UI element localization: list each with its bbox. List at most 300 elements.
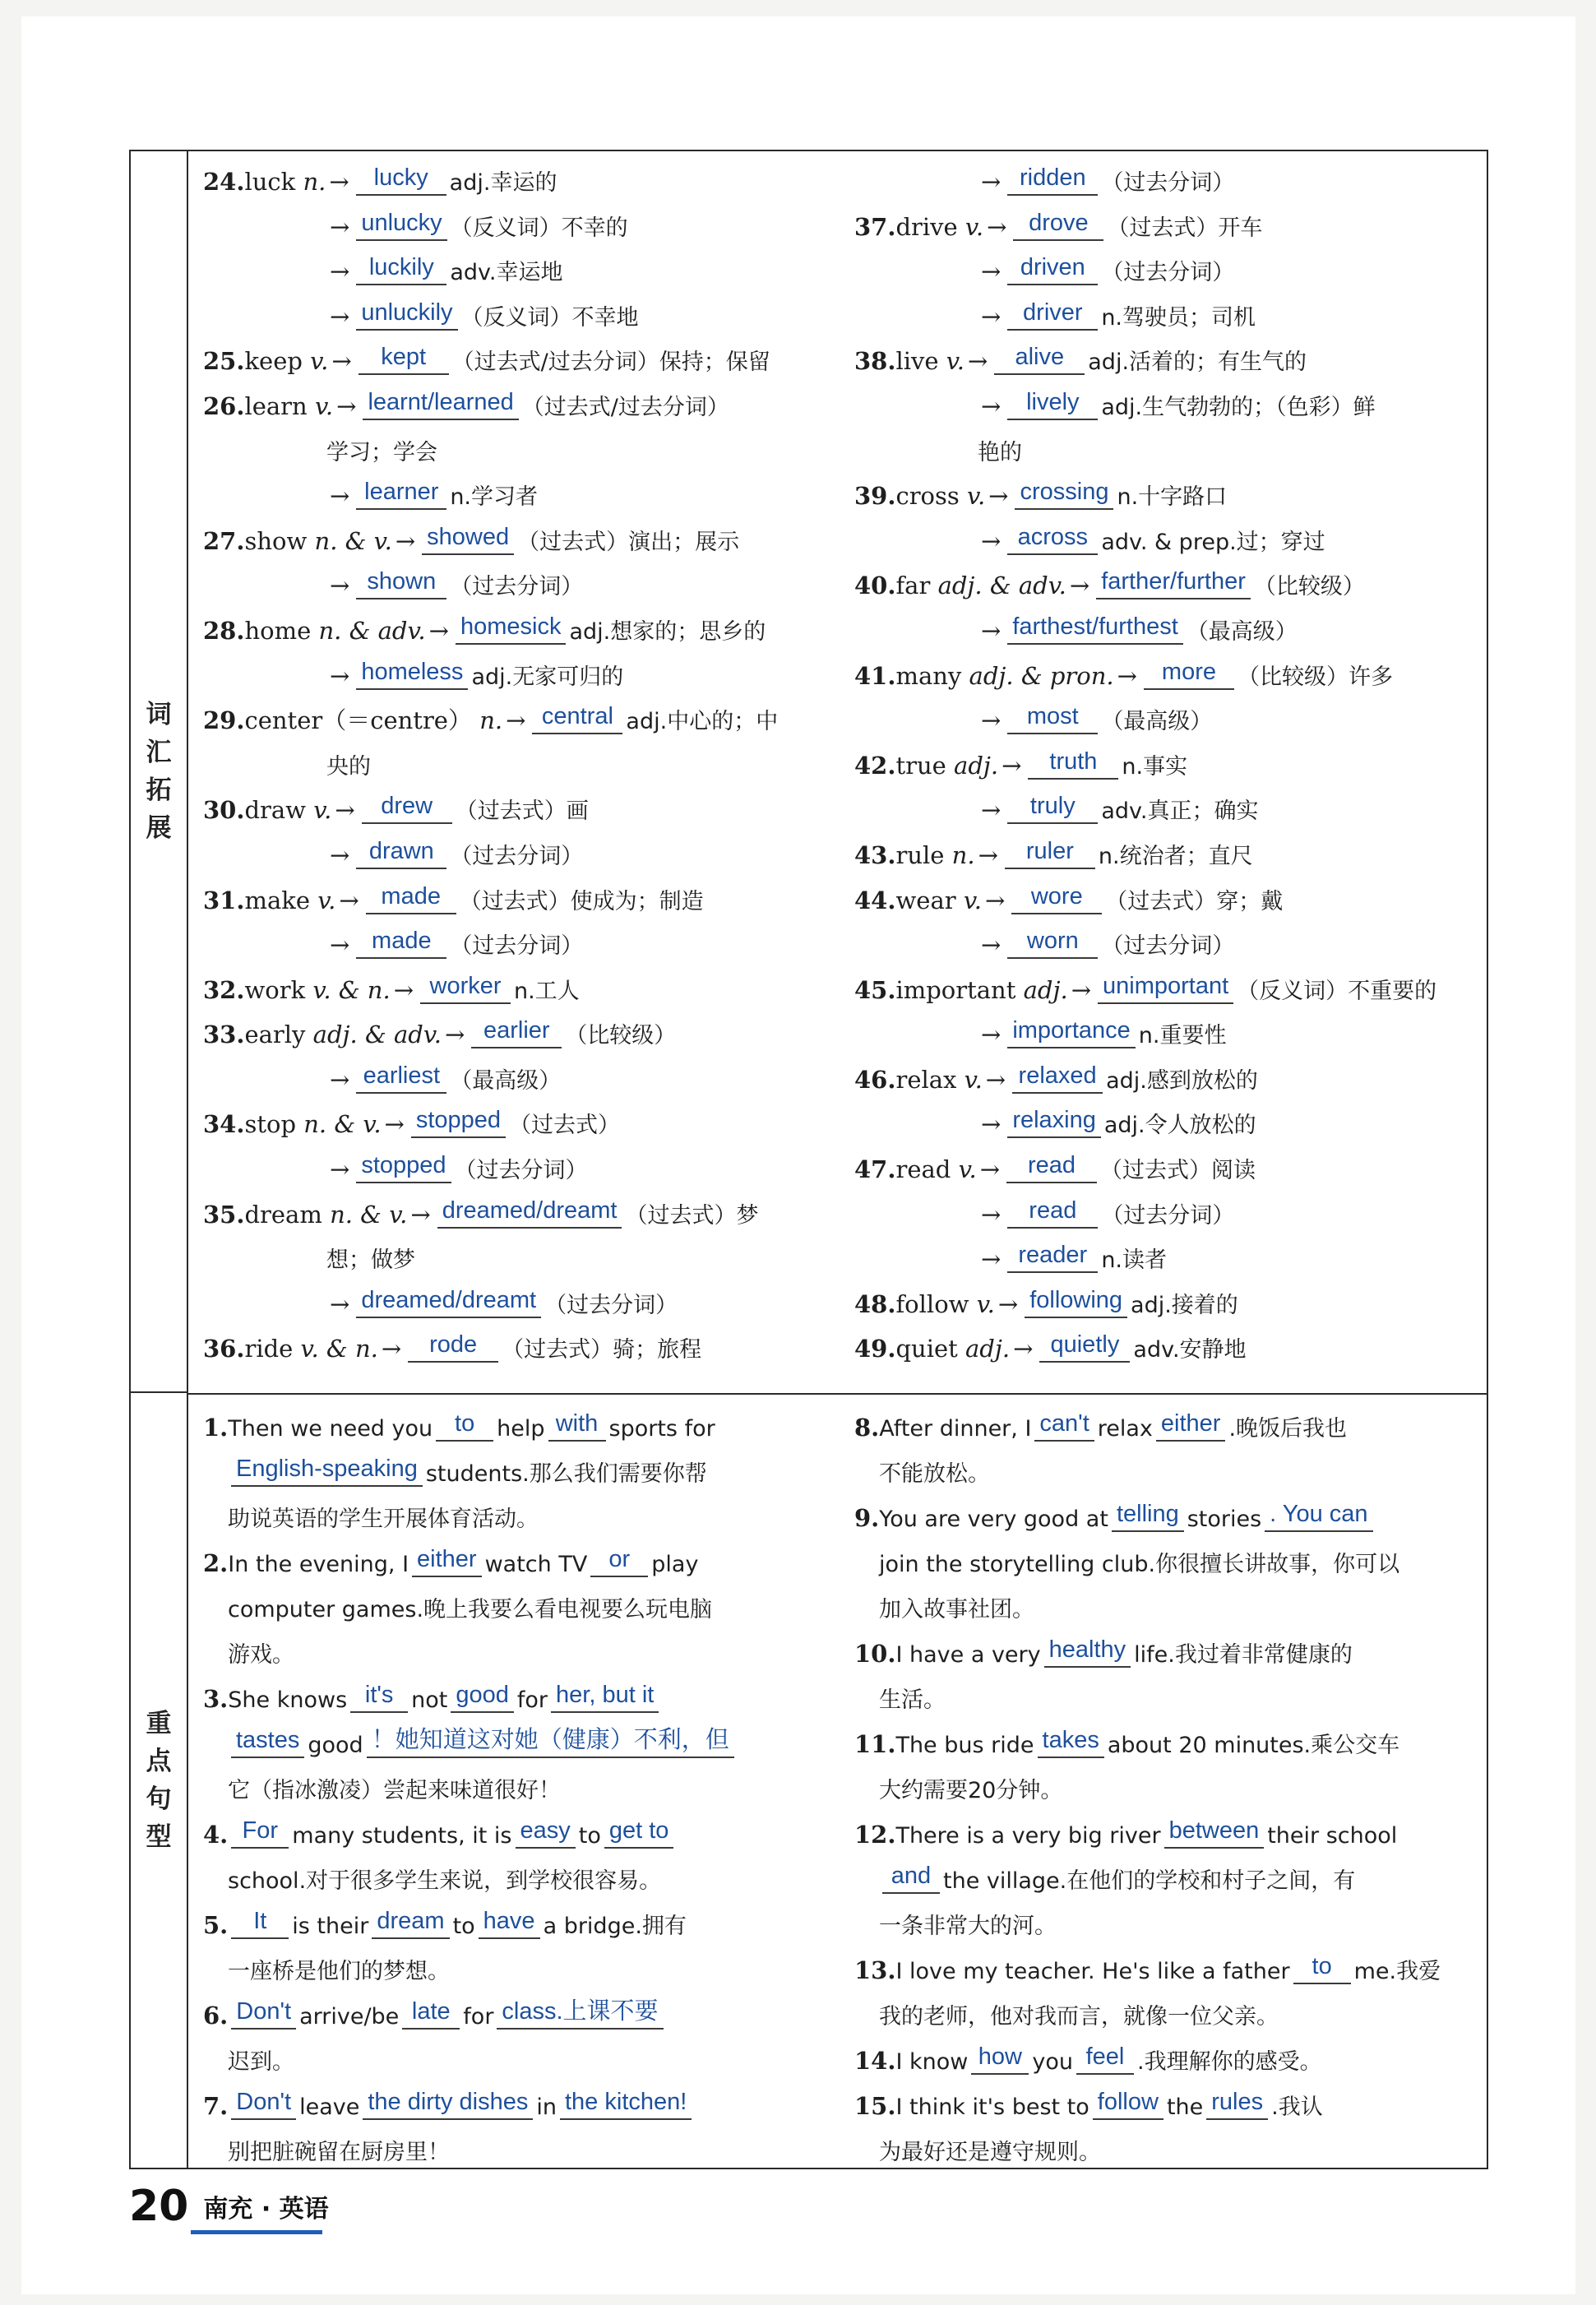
- vocab-continuation: 想；做梦: [326, 1247, 415, 1274]
- part-of-speech: v. & n.: [300, 1335, 378, 1363]
- arrow-icon: →: [981, 257, 1002, 286]
- vocab-row: [854, 698, 1479, 743]
- part-of-speech: n. & adv.: [318, 616, 426, 645]
- answer-blank[interactable]: truly: [1007, 789, 1098, 824]
- item-number: 3.: [203, 1685, 229, 1713]
- meaning-text: adj.无家可归的: [471, 664, 624, 690]
- answer-blank[interactable]: between: [1164, 1814, 1265, 1849]
- answer-blank[interactable]: relaxed: [1012, 1059, 1103, 1094]
- answer-blank[interactable]: farther/further: [1096, 565, 1251, 599]
- arrow-icon: →: [1002, 751, 1022, 780]
- answer-blank[interactable]: feel: [1076, 2040, 1134, 2075]
- meaning-text: （过去式）画: [455, 798, 589, 825]
- meaning-text: adj.接着的: [1131, 1292, 1238, 1318]
- sentence-row: [203, 2039, 844, 2084]
- sentence-row: [854, 2129, 1479, 2174]
- answer-blank[interactable]: homeless: [356, 655, 468, 690]
- meaning-text: （过去分词）: [1101, 1202, 1235, 1229]
- answer-blank[interactable]: Don't: [231, 1995, 296, 2030]
- item-number: 35.: [203, 1200, 245, 1229]
- part-of-speech: n. & v.: [303, 1110, 382, 1139]
- answer-blank[interactable]: tastes: [231, 1724, 304, 1758]
- item-number: 45.: [854, 975, 896, 1004]
- vocab-row: [854, 788, 1479, 833]
- item-number: 37.: [854, 212, 896, 241]
- sentence-text: 加入故事社团。: [879, 1597, 1034, 1622]
- sentence-row: [854, 1722, 1479, 1767]
- sentence-column-right: [854, 1405, 1479, 2174]
- part-of-speech: v.: [976, 1289, 995, 1318]
- arrow-icon: →: [978, 840, 998, 869]
- item-number: 36.: [203, 1335, 245, 1363]
- sentence-text: .我认: [1271, 2094, 1323, 2120]
- answer-blank[interactable]: get to: [604, 1814, 674, 1849]
- answer-blank[interactable]: follow: [1093, 2085, 1163, 2120]
- answer-blank[interactable]: unlucky: [356, 206, 446, 241]
- arrow-icon: →: [330, 1289, 350, 1318]
- sentence-text: sports for: [608, 1416, 715, 1442]
- vocab-row: [203, 698, 844, 743]
- vocab-row: [203, 609, 844, 654]
- arrow-icon: →: [330, 840, 350, 869]
- arrow-icon: →: [981, 706, 1002, 735]
- meaning-text: adv.真正；确实: [1101, 798, 1259, 825]
- answer-blank[interactable]: her, but it: [551, 1678, 659, 1713]
- item-number: 13.: [854, 1956, 896, 1984]
- item-number: 29.: [203, 706, 245, 735]
- answer-blank[interactable]: ruler: [1005, 835, 1095, 869]
- answer-blank[interactable]: made: [356, 924, 446, 959]
- head-word: relax: [895, 1065, 965, 1094]
- answer-blank[interactable]: rode: [408, 1328, 498, 1363]
- sentence-row: [854, 1858, 1479, 1903]
- sentence-text: good: [308, 1733, 363, 1758]
- sentence-text: 生活。: [879, 1687, 946, 1713]
- vocab-row: [203, 654, 844, 699]
- vocab-row: [203, 1147, 844, 1192]
- sentence-row: [203, 1632, 844, 1677]
- item-number: 42.: [854, 751, 896, 780]
- answer-blank[interactable]: ！她知道这对她（健康）不利，但: [367, 1724, 734, 1758]
- arrow-icon: →: [1069, 572, 1090, 600]
- sentence-text: play: [651, 1552, 699, 1577]
- meaning-text: （过去分词）: [1101, 933, 1235, 960]
- arrow-icon: →: [981, 796, 1002, 825]
- item-number: 24.: [203, 168, 245, 196]
- answer-blank[interactable]: showed: [422, 521, 514, 555]
- head-word: live: [895, 347, 946, 376]
- answer-blank[interactable]: wore: [1011, 880, 1102, 914]
- sentence-text: I know: [895, 2049, 969, 2075]
- sentence-row: [854, 2039, 1479, 2084]
- meaning-text: adj.令人放松的: [1103, 1113, 1256, 1139]
- vocab-row: [203, 833, 844, 878]
- vocab-label-char: 拓: [146, 775, 172, 805]
- answer-blank[interactable]: alive: [994, 340, 1085, 375]
- arrow-icon: →: [444, 1021, 465, 1049]
- answer-blank[interactable]: healthy: [1044, 1633, 1131, 1668]
- meaning-text: （反义词）不幸地: [460, 304, 639, 331]
- answer-blank[interactable]: ridden: [1007, 161, 1098, 196]
- meaning-text: adj.活着的；有生气的: [1088, 349, 1307, 376]
- item-number: 4.: [203, 1821, 229, 1849]
- sentence-text: 为最好还是遵守规则。: [879, 2140, 1101, 2165]
- sentence-text: life.我过着非常健康的: [1134, 1642, 1353, 1668]
- item-number: 25.: [203, 347, 245, 376]
- vocab-row: [203, 294, 844, 340]
- head-word: show: [244, 526, 315, 555]
- meaning-text: （过去式）使成为；制造: [459, 888, 704, 914]
- answer-blank[interactable]: the kitchen!: [560, 2085, 692, 2120]
- item-number: 31.: [203, 886, 245, 914]
- answer-blank[interactable]: late: [402, 1995, 460, 2030]
- answer-blank[interactable]: worn: [1007, 924, 1098, 959]
- head-word: home: [244, 616, 319, 645]
- item-number: 28.: [203, 616, 245, 645]
- vocab-row: [203, 384, 844, 429]
- answer-blank[interactable]: earlier: [471, 1014, 562, 1048]
- sentence-row: [203, 1767, 844, 1812]
- answer-blank[interactable]: kept: [359, 340, 449, 375]
- part-of-speech: v.: [965, 212, 984, 241]
- part-of-speech: v.: [314, 391, 334, 420]
- sentence-row: [854, 1405, 1479, 1451]
- meaning-text: n.工人: [514, 978, 580, 1004]
- head-word: stop: [244, 1110, 304, 1139]
- item-number: 10.: [854, 1640, 896, 1668]
- head-word: work: [244, 975, 313, 1004]
- arrow-icon: →: [997, 1289, 1019, 1318]
- arrow-icon: →: [987, 212, 1007, 241]
- sentence-text: The bus ride: [895, 1733, 1034, 1758]
- item-number: 41.: [854, 661, 896, 690]
- footer-accent-bar: [191, 2230, 322, 2234]
- vocab-row: [854, 968, 1479, 1013]
- sentence-row: [203, 1405, 844, 1451]
- answer-blank[interactable]: rules: [1206, 2085, 1268, 2120]
- answer-blank[interactable]: following: [1025, 1284, 1127, 1318]
- meaning-text: （过去分词）: [450, 843, 584, 869]
- arrow-icon: →: [981, 168, 1002, 196]
- vocab-continuation: 艳的: [978, 439, 1022, 465]
- item-number: 30.: [203, 796, 245, 825]
- answer-blank[interactable]: stopped: [356, 1149, 451, 1183]
- sentence-text: help: [497, 1416, 545, 1442]
- answer-blank[interactable]: . You can: [1265, 1497, 1372, 1532]
- sentence-text: Then we need you: [228, 1416, 433, 1442]
- item-number: 47.: [854, 1155, 896, 1184]
- arrow-icon: →: [330, 1065, 350, 1094]
- answer-blank[interactable]: It: [231, 1905, 289, 1939]
- answer-blank[interactable]: shown: [356, 565, 446, 599]
- part-of-speech: v.: [313, 796, 332, 825]
- item-number: 38.: [854, 347, 896, 376]
- answer-blank[interactable]: the dirty dishes: [363, 2085, 533, 2120]
- answer-blank[interactable]: central: [532, 700, 622, 734]
- vocab-column-left: [203, 160, 844, 1372]
- answer-blank[interactable]: dreamed/dreamt: [356, 1284, 541, 1318]
- vocab-row: [854, 878, 1479, 923]
- sentences-label-char: 型: [146, 1822, 172, 1852]
- sentence-text: for: [463, 2004, 494, 2030]
- item-number: 9.: [854, 1504, 880, 1532]
- answer-blank[interactable]: driven: [1007, 251, 1098, 285]
- meaning-text: （最高级）: [1101, 709, 1213, 735]
- arrow-icon: →: [981, 1110, 1002, 1139]
- answer-blank[interactable]: dream: [372, 1905, 449, 1939]
- meaning-text: （过去式）开车: [1107, 215, 1263, 241]
- answer-blank[interactable]: lively: [1007, 386, 1098, 420]
- sentence-text: to: [578, 1823, 601, 1849]
- arrow-icon: →: [336, 391, 357, 420]
- answer-blank[interactable]: either: [1156, 1407, 1226, 1442]
- item-number: 43.: [854, 840, 896, 869]
- sentence-row: [854, 1903, 1479, 1948]
- arrow-icon: →: [981, 302, 1002, 331]
- head-word: important: [895, 975, 1024, 1004]
- answer-blank[interactable]: drove: [1013, 206, 1103, 241]
- arrow-icon: →: [981, 391, 1002, 420]
- sentence-text: in: [536, 2094, 557, 2120]
- part-of-speech: n.: [951, 840, 975, 869]
- meaning-text: （过去分词）: [544, 1292, 678, 1318]
- sentence-row: [203, 1903, 844, 1948]
- vocab-row: [203, 563, 844, 609]
- sentence-row: [854, 1948, 1479, 1993]
- answer-blank[interactable]: with: [548, 1407, 606, 1442]
- answer-blank[interactable]: have: [479, 1905, 540, 1939]
- meaning-text: （过去式）骑；旅程: [502, 1337, 702, 1363]
- item-number: 1.: [203, 1414, 229, 1442]
- item-number: 5.: [203, 1911, 229, 1939]
- vocab-row: [854, 429, 1479, 474]
- vocab-row: [854, 1192, 1479, 1238]
- sentence-text: not: [411, 1687, 448, 1713]
- answer-blank[interactable]: learnt/learned: [363, 386, 518, 420]
- answer-blank[interactable]: truth: [1028, 745, 1118, 780]
- meaning-text: （反义词）不重要的: [1237, 978, 1437, 1004]
- vocab-row: [854, 833, 1479, 878]
- vocab-row: [854, 474, 1479, 519]
- arrow-icon: →: [330, 661, 350, 690]
- arrow-icon: →: [1117, 661, 1137, 690]
- part-of-speech: n.: [303, 168, 326, 196]
- meaning-text: adj.生气勃勃的；（色彩）鲜: [1101, 394, 1376, 420]
- vocab-row: [854, 1282, 1479, 1327]
- sentence-row: [854, 1812, 1479, 1858]
- answer-blank[interactable]: reader: [1007, 1238, 1098, 1273]
- answer-blank[interactable]: to: [1293, 1950, 1351, 1984]
- answer-blank[interactable]: and: [882, 1859, 940, 1894]
- sentence-row: [854, 1677, 1479, 1722]
- arrow-icon: →: [979, 1155, 1001, 1184]
- answer-blank[interactable]: drawn: [356, 835, 446, 869]
- sentence-text: 大约需要20分钟。: [879, 1778, 1063, 1803]
- answer-blank[interactable]: unluckily: [356, 296, 457, 331]
- meaning-text: adj.感到放松的: [1106, 1067, 1258, 1094]
- part-of-speech: adj. & adv.: [312, 1021, 442, 1049]
- answer-blank[interactable]: worker: [420, 970, 511, 1004]
- section-label-vocab: [131, 151, 188, 1393]
- sentence-text: many students, it is: [292, 1823, 512, 1849]
- vocab-row: [854, 1102, 1479, 1147]
- sentence-text: I think it's best to: [895, 2094, 1089, 2120]
- item-number: 7.: [203, 2092, 229, 2120]
- sentence-row: [203, 1858, 844, 1903]
- vocab-row: [854, 654, 1479, 699]
- sentence-text: for: [516, 1687, 548, 1713]
- vocab-row: [203, 923, 844, 968]
- arrow-icon: →: [981, 1200, 1002, 1229]
- answer-blank[interactable]: class.上课不要: [497, 1995, 663, 2030]
- answer-blank[interactable]: dreamed/dreamt: [437, 1194, 622, 1229]
- head-word: make: [244, 886, 318, 914]
- vocab-row: [203, 1237, 844, 1282]
- arrow-icon: →: [330, 257, 350, 286]
- answer-blank[interactable]: read: [1007, 1194, 1098, 1229]
- head-word: early: [244, 1021, 313, 1049]
- answer-blank[interactable]: how: [971, 2040, 1029, 2075]
- part-of-speech: adj. & pron.: [969, 661, 1114, 690]
- footer-label: 南充 · 英语: [203, 2195, 329, 2224]
- sentence-row: [854, 2084, 1479, 2129]
- answer-blank[interactable]: crossing: [1015, 475, 1113, 510]
- answer-blank[interactable]: learner: [356, 475, 446, 510]
- item-number: 11.: [854, 1730, 896, 1758]
- answer-blank[interactable]: homesick: [456, 610, 567, 645]
- answer-blank[interactable]: importance: [1007, 1014, 1135, 1048]
- sentence-row: [203, 1541, 844, 1586]
- vocab-row: [203, 788, 844, 833]
- meaning-text: （过去式）: [509, 1113, 621, 1139]
- head-word: true: [895, 751, 955, 780]
- answer-blank[interactable]: quietly: [1039, 1328, 1130, 1363]
- answer-blank[interactable]: earliest: [356, 1059, 446, 1094]
- part-of-speech: v.: [964, 1065, 983, 1094]
- vocab-row: [203, 743, 844, 789]
- meaning-text: （比较级）: [565, 1023, 677, 1049]
- answer-blank[interactable]: takes: [1038, 1724, 1104, 1758]
- answer-blank[interactable]: easy: [516, 1814, 576, 1849]
- meaning-text: adv. & prep.过；穿过: [1101, 529, 1325, 555]
- vocab-label-char: 展: [146, 813, 172, 843]
- sentence-text: about 20 minutes.乘公交车: [1107, 1733, 1400, 1758]
- answer-blank[interactable]: read: [1006, 1149, 1097, 1183]
- vocab-row: [854, 923, 1479, 968]
- part-of-speech: v.: [958, 1155, 977, 1184]
- head-word: draw: [244, 796, 314, 825]
- vocab-continuation: 央的: [326, 753, 371, 780]
- sentence-text: .晚饭后我也: [1228, 1416, 1348, 1442]
- part-of-speech: n. & v.: [330, 1200, 408, 1229]
- answer-blank[interactable]: drew: [362, 789, 452, 824]
- sentence-text: their school: [1267, 1823, 1398, 1849]
- sentence-row: [854, 1586, 1479, 1632]
- item-number: 15.: [854, 2092, 896, 2120]
- sentence-text: me.我爱: [1353, 1959, 1441, 1984]
- item-number: 2.: [203, 1549, 229, 1577]
- vocab-row: [203, 1058, 844, 1103]
- sentence-row: [854, 1632, 1479, 1677]
- answer-blank[interactable]: Don't: [231, 2085, 296, 2120]
- meaning-text: （反义词）不幸的: [450, 215, 628, 241]
- vocab-row: [854, 1147, 1479, 1192]
- answer-blank[interactable]: relaxing: [1007, 1104, 1101, 1138]
- answer-blank[interactable]: stopped: [411, 1104, 506, 1138]
- arrow-icon: →: [330, 302, 350, 331]
- answer-blank[interactable]: For: [231, 1814, 289, 1849]
- answer-blank[interactable]: to: [436, 1407, 493, 1442]
- sentence-row: [203, 1451, 844, 1496]
- meaning-text: adj.想家的；思乡的: [569, 618, 766, 645]
- sentence-text: a bridge.拥有: [543, 1914, 687, 1939]
- arrow-icon: →: [335, 796, 355, 825]
- meaning-text: （过去分词）: [450, 933, 584, 960]
- arrow-icon: →: [428, 616, 449, 645]
- part-of-speech: adj. & adv.: [937, 572, 1066, 600]
- sentence-text: 不能放松。: [879, 1461, 990, 1487]
- answer-blank[interactable]: made: [366, 880, 456, 914]
- arrow-icon: →: [330, 931, 350, 960]
- vocab-row: [203, 339, 844, 384]
- sentence-text: is their: [292, 1914, 369, 1939]
- arrow-icon: →: [330, 212, 350, 241]
- page-number: 20: [129, 2182, 189, 2231]
- answer-blank[interactable]: telling: [1112, 1497, 1184, 1532]
- section-label-sentences: [131, 1393, 188, 2168]
- vocab-row: [203, 160, 844, 205]
- answer-blank[interactable]: or: [590, 1543, 648, 1577]
- answer-blank[interactable]: good: [451, 1678, 514, 1713]
- answer-blank[interactable]: unimportant: [1098, 970, 1233, 1004]
- answer-blank[interactable]: luckily: [356, 251, 446, 285]
- answer-blank[interactable]: either: [412, 1543, 482, 1577]
- sentence-row: [203, 1586, 844, 1632]
- sentence-text: you: [1032, 2049, 1073, 2075]
- answer-blank[interactable]: can't: [1034, 1407, 1094, 1442]
- item-number: 8.: [854, 1414, 880, 1442]
- item-number: 6.: [203, 2002, 229, 2030]
- answer-blank[interactable]: more: [1144, 655, 1234, 690]
- head-word: center（＝centre）: [244, 706, 480, 735]
- vocab-row: [854, 1012, 1479, 1058]
- meaning-text: （过去式）演出；展示: [517, 529, 740, 555]
- answer-blank[interactable]: most: [1007, 700, 1098, 734]
- sentence-text: watch TV: [484, 1552, 588, 1577]
- item-number: 12.: [854, 1821, 896, 1849]
- arrow-icon: →: [331, 347, 352, 376]
- part-of-speech: adj.: [954, 751, 999, 780]
- sentence-text: 助说英语的学生开展体育活动。: [228, 1507, 539, 1532]
- answer-blank[interactable]: farthest/furthest: [1007, 610, 1183, 645]
- sentence-text: In the evening, I: [228, 1552, 409, 1577]
- vocab-row: [854, 563, 1479, 609]
- answer-blank[interactable]: driver: [1007, 296, 1098, 331]
- item-number: 34.: [203, 1110, 245, 1139]
- head-word: dream: [244, 1200, 331, 1229]
- sentences-label-char: 重: [146, 1709, 172, 1738]
- answer-blank[interactable]: across: [1007, 521, 1098, 555]
- sentence-row: [203, 1948, 844, 1993]
- sentence-row: [203, 1496, 844, 1541]
- answer-blank[interactable]: it's: [350, 1678, 408, 1713]
- meaning-text: （最高级）: [450, 1067, 562, 1094]
- answer-blank[interactable]: lucky: [356, 161, 446, 196]
- vocab-label-char: 词: [146, 700, 172, 729]
- answer-blank[interactable]: English-speaking: [231, 1452, 423, 1487]
- meaning-text: adv.幸运地: [450, 260, 563, 286]
- sentence-row: [203, 1993, 844, 2039]
